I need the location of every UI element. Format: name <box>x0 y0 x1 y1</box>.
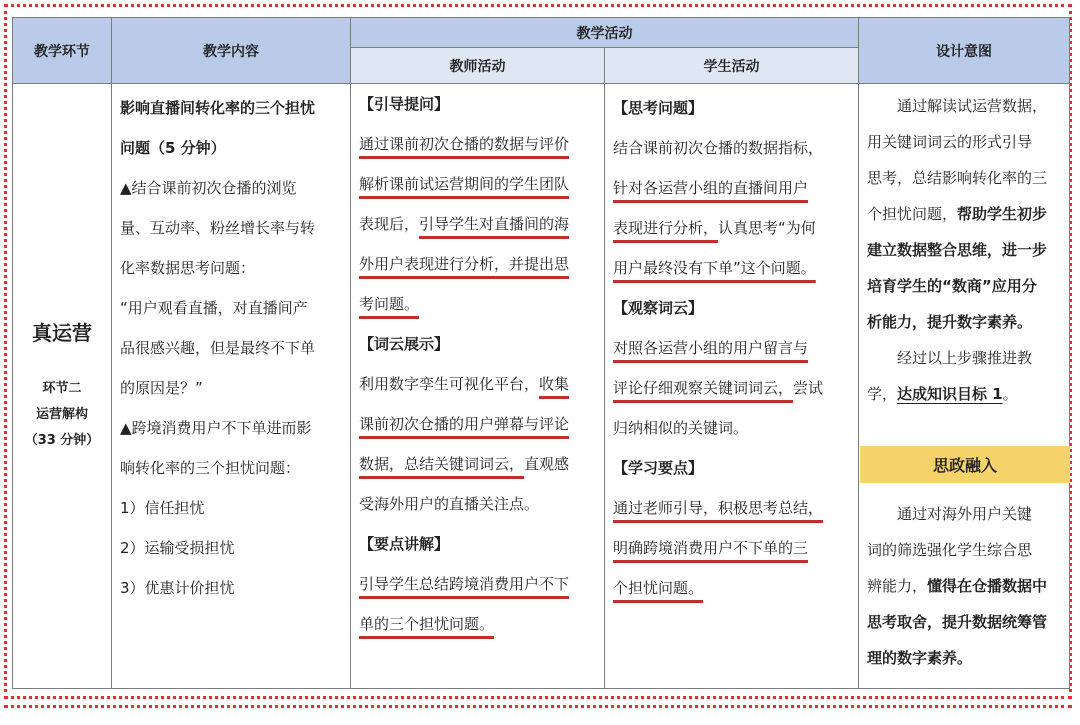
header-teacher: 教师活动 <box>350 47 605 84</box>
header-student: 学生活动 <box>604 47 859 84</box>
intent-bold: 理的数字素养。 <box>867 649 973 667</box>
student-line: 个担忧问题。 <box>613 579 704 597</box>
teacher-line: 解析课前试运营期间的学生团队 <box>359 175 570 193</box>
intent-goal: 达成知识目标 1 <box>897 385 1003 403</box>
content-line: ▲结合课前初次仓播的浏览 <box>120 179 297 197</box>
header-content: 教学内容 <box>111 17 351 84</box>
intent-line: 思考，总结影响转化率的三 <box>867 169 1048 187</box>
intent-bold: 帮助学生初步 <box>957 205 1048 223</box>
intent-bold: 思考取舍，提升数据统筹管 <box>867 613 1048 631</box>
content-line: ▲跨境消费用户不下单进而影 <box>120 419 312 437</box>
content-line: 量、互动率、粉丝增长率与转 <box>120 219 316 237</box>
intent-line: 辨能力， <box>867 577 928 595</box>
intent-line: 个担忧问题， <box>867 205 958 223</box>
student-line: 认真思考“为何 <box>718 219 816 237</box>
stage-sub3: （33 分钟） <box>24 433 100 448</box>
student-line: 归纳相似的关键词。 <box>613 419 749 437</box>
ideological-section-label: 思政融入 <box>860 446 1070 483</box>
teacher-line: 利用数字孪生可视化平台， <box>359 375 540 393</box>
intent-bold: 析能力，提升数字素养。 <box>867 313 1033 331</box>
student-line: 结合课前初次仓播的数据指标， <box>613 139 824 157</box>
teacher-line: 直观感 <box>524 455 570 473</box>
intent-line: 通过解读试运营数据， <box>897 97 1048 115</box>
content-line: 响转化率的三个担忧问题： <box>120 459 301 477</box>
teacher-line: 单的三个担忧问题。 <box>359 615 495 633</box>
student-line: 针对各运营小组的直播间用户 <box>613 179 809 197</box>
content-title-line1: 影响直播间转化率的三个担忧 <box>120 99 316 117</box>
student-cell <box>604 83 859 689</box>
intent-line: 学， <box>867 385 898 403</box>
student-heading-think: 【思考问题】 <box>613 99 704 117</box>
student-line: 用户最终没有下单”这个问题。 <box>613 259 816 277</box>
header-activity: 教学活动 <box>350 17 859 48</box>
header-intent: 设计意图 <box>858 17 1070 84</box>
student-line: 通过老师引导，积极思考总结， <box>613 499 824 517</box>
student-line: 尝试 <box>793 379 824 397</box>
teacher-heading-wordcloud: 【词云展示】 <box>359 335 450 353</box>
teacher-line: 通过课前初次仓播的数据与评价 <box>359 135 570 153</box>
teacher-line: 引导学生总结跨境消费用户不下 <box>359 575 570 593</box>
content-title-line2: 问题（5 分钟） <box>120 139 226 157</box>
teacher-heading-points: 【要点讲解】 <box>359 535 450 553</box>
intent-cell <box>858 83 1070 689</box>
teacher-line: 引导学生对直播间的海 <box>419 215 570 233</box>
stage-title: 真运营 <box>32 321 92 345</box>
student-line: 对照各运营小组的用户留言与 <box>613 339 809 357</box>
content-quote: “用户观看直播，对直播间产 <box>120 299 308 317</box>
teacher-line: 外用户表现进行分析，并提出思 <box>359 255 570 273</box>
content-item: 1）信任担忧 <box>120 499 205 517</box>
bottom-dotted-rule <box>4 705 1072 708</box>
intent-line: 经过以上步骤推进教 <box>897 349 1033 367</box>
stage-cell <box>12 83 112 689</box>
teacher-line: 考问题。 <box>359 295 420 313</box>
stage-sub1: 环节二 <box>42 381 82 396</box>
content-item: 3）优惠计价担忧 <box>120 579 235 597</box>
teacher-line: 表现后， <box>359 215 420 233</box>
intent-bold: 懂得在仓播数据中 <box>927 577 1048 595</box>
student-line: 明确跨境消费用户不下单的三 <box>613 539 809 557</box>
teacher-cell <box>350 83 605 689</box>
teacher-line: 受海外用户的直播关注点。 <box>359 495 540 513</box>
intent-line: 。 <box>1002 385 1018 403</box>
teacher-line: 数据，总结关键词词云， <box>359 455 525 473</box>
student-line: 表现进行分析， <box>613 219 719 237</box>
intent-line: 用关键词词云的形式引导 <box>867 133 1033 151</box>
stage-sub2: 运营解构 <box>35 407 88 422</box>
teacher-line: 收集 <box>539 375 570 393</box>
teacher-line: 课前初次仓播的用户弹幕与评论 <box>359 415 570 433</box>
intent-bold: 培育学生的“数商”应用分 <box>867 277 1037 295</box>
intent-bold: 建立数据整合思维，进一步 <box>867 241 1048 259</box>
content-item: 2）运输受损担忧 <box>120 539 235 557</box>
intent-line: 通过对海外用户关键 <box>897 505 1033 523</box>
content-line: 化率数据思考问题： <box>120 259 256 277</box>
student-heading-observe: 【观察词云】 <box>613 299 704 317</box>
content-cell <box>111 83 351 689</box>
content-quote: 的原因是？” <box>120 379 203 397</box>
student-heading-points: 【学习要点】 <box>613 459 704 477</box>
intent-line: 词的筛选强化学生综合思 <box>867 541 1033 559</box>
teacher-heading-guide: 【引导提问】 <box>359 95 450 113</box>
content-quote: 品很感兴趣，但是最终不下单 <box>120 339 316 357</box>
student-line: 评论仔细观察关键词词云， <box>613 379 794 397</box>
header-stage: 教学环节 <box>12 17 112 84</box>
